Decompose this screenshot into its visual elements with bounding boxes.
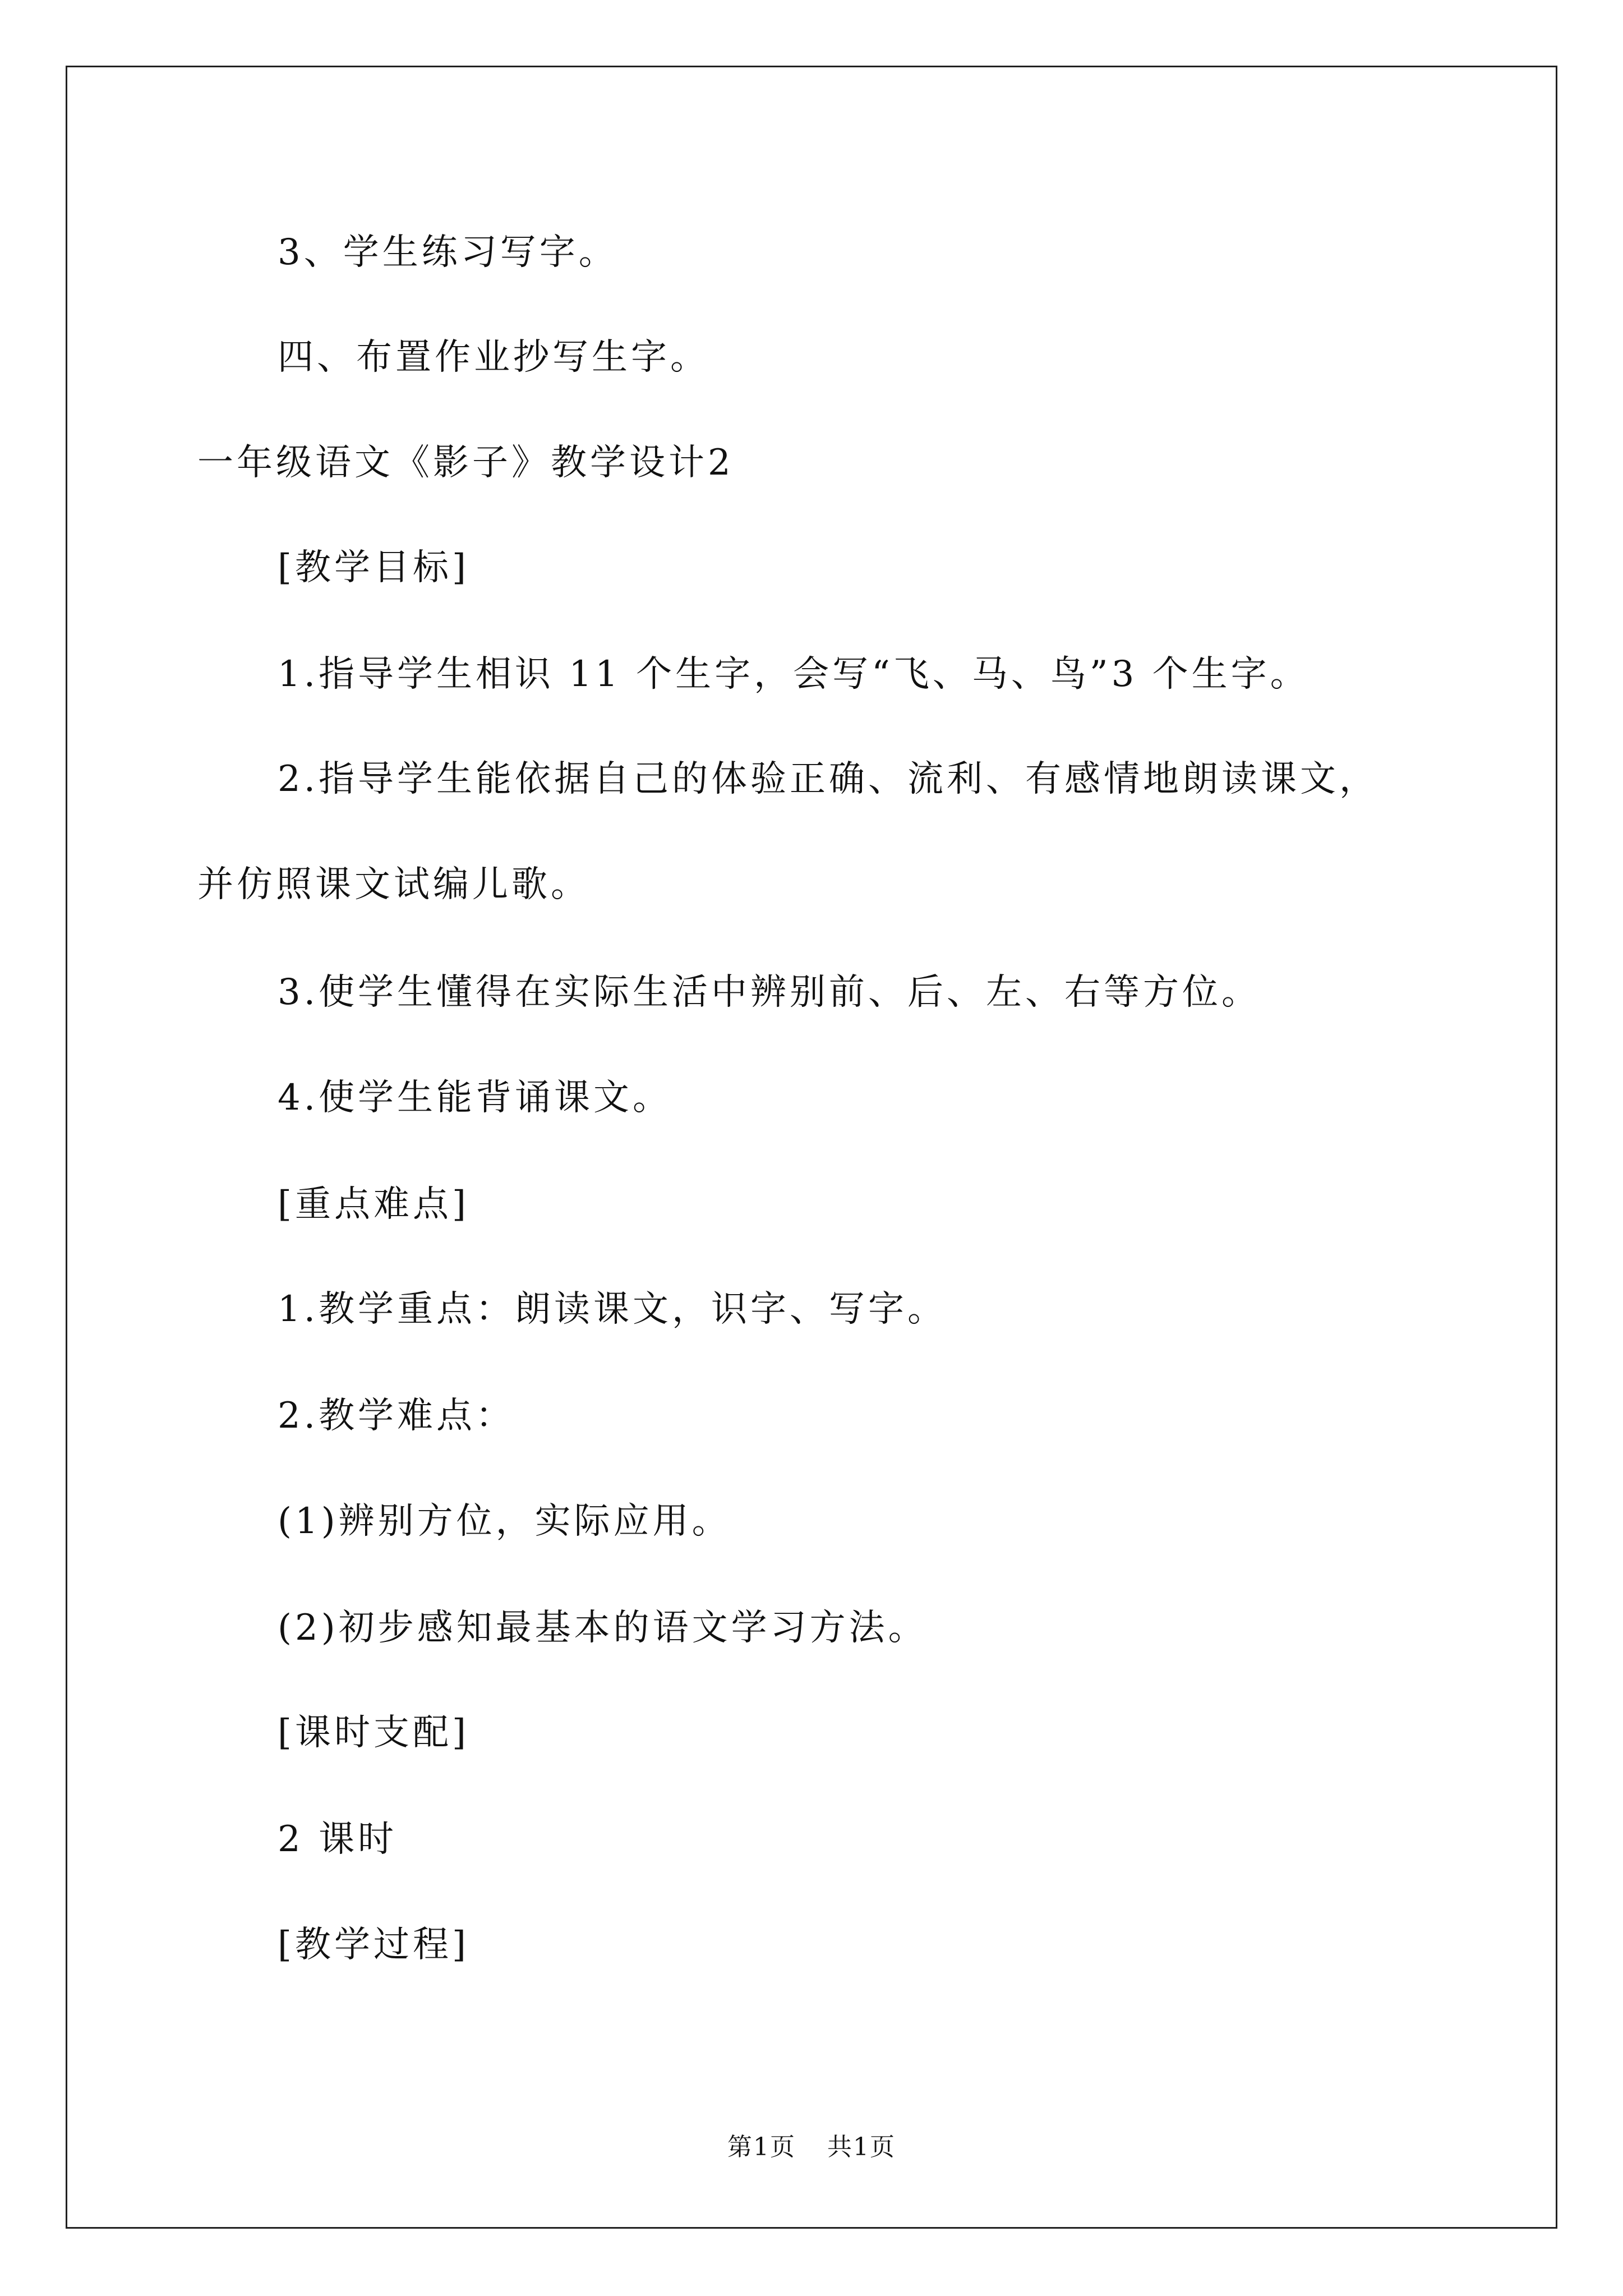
heading-teaching-goals: [教学目标] [278, 547, 469, 588]
goal-item-3: 3.使学生懂得在实际生活中辨别前、后、左、右等方位。 [278, 972, 1261, 1013]
goal-item-2: 2.指导学生能依据自己的体验正确、流利、有感情地朗读课文， [278, 758, 1379, 800]
heading-class-hours: [课时支配] [278, 1712, 469, 1754]
difficulty-item-1: (1)辨别方位，实际应用。 [278, 1501, 731, 1542]
paragraph-practice-writing: 3、学生练习写字。 [278, 232, 618, 273]
page-number: 第1页 [727, 2133, 796, 2161]
page-total: 共1页 [827, 2133, 896, 2161]
goal-item-1: 1.指导学生相识 11 个生字，会写“飞、马、鸟”3 个生字。 [278, 654, 1310, 695]
paragraph-homework: 四、布置作业抄写生字。 [278, 337, 709, 378]
page-border [66, 66, 1557, 2229]
section-title: 一年级语文《影子》教学设计2 [197, 442, 734, 484]
key-point-1: 1.教学重点：朗读课文，识字、写字。 [278, 1289, 947, 1330]
goal-item-4: 4.使学生能背诵课文。 [278, 1077, 672, 1119]
page-footer [0, 2132, 1623, 2163]
difficulty-item-2: (2)初步感知最基本的语文学习方法。 [278, 1607, 928, 1649]
class-hours-value: 2 课时 [278, 1819, 398, 1860]
heading-teaching-process: [教学过程] [278, 1924, 469, 1966]
goal-item-2-continued: 并仿照课文试编儿歌。 [197, 864, 590, 905]
key-point-2: 2.教学难点： [278, 1395, 515, 1437]
heading-key-points: [重点难点] [278, 1184, 469, 1225]
